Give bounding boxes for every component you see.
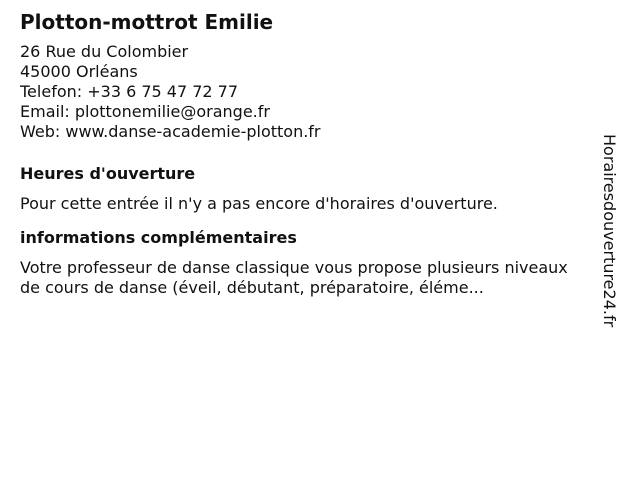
postal-city: 45000 Orléans bbox=[20, 62, 138, 81]
street-address: 26 Rue du Colombier bbox=[20, 42, 189, 61]
additional-info-heading: informations complémentaires bbox=[20, 228, 297, 247]
opening-hours-heading: Heures d'ouverture bbox=[20, 164, 196, 183]
address-block bbox=[20, 42, 600, 142]
entry-title: Plotton-mottrot Emilie bbox=[20, 10, 274, 34]
phone-number[interactable]: Telefon: +33 6 75 47 72 77 bbox=[20, 82, 239, 101]
site-brand-vertical: Horairesdouverture24.fr bbox=[600, 134, 619, 328]
entry-card bbox=[20, 10, 600, 298]
opening-hours-text: Pour cette entrée il n'y a pas encore d'horaires d'ouverture. bbox=[20, 194, 498, 213]
additional-info-text: Votre professeur de danse classique vous propose plusieurs niveaux de cours de danse (éveil, débutant, préparatoire, éléme... bbox=[20, 258, 568, 297]
website-link[interactable]: Web: www.danse-academie-plotton.fr bbox=[20, 122, 321, 141]
email-address[interactable]: Email: plottonemilie@orange.fr bbox=[20, 102, 270, 121]
